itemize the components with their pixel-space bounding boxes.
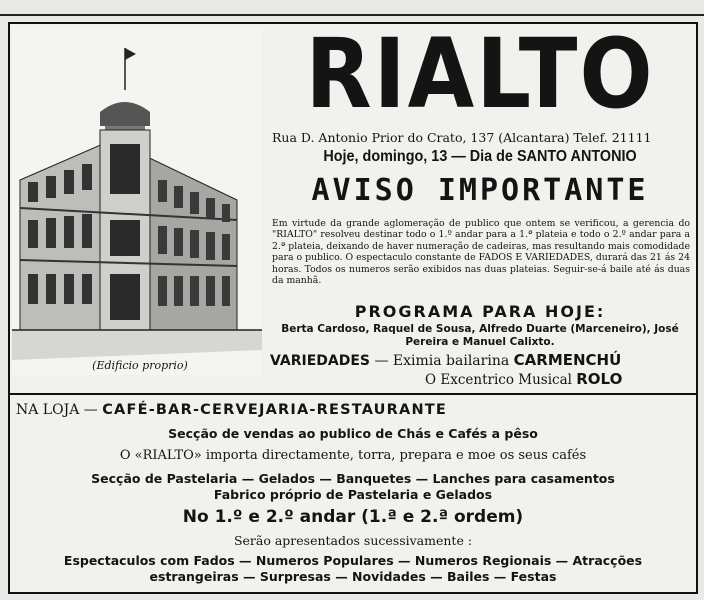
variedades-desc-2: O Excentrico Musical (425, 372, 572, 388)
variedades-line-1 (270, 351, 690, 369)
variedades-desc-1: — Eximia bailarina (374, 353, 510, 369)
floors-heading: No 1.º e 2.º andar (1.ª e 2.ª ordem) (182, 507, 524, 527)
variedades-label: VARIEDADES (270, 353, 370, 369)
section-divider (8, 393, 698, 395)
loja-prefix: NA LOJA — (16, 402, 98, 418)
variedades-line-2 (425, 370, 695, 388)
address-line: Rua D. Antonio Prior do Crato, 137 (Alcantara) Telef. 21111 (272, 130, 652, 145)
notice-text: Em virtude da grande aglomeração de publico que ontem se verificou, a gerencia do "RIALTO" resolveu destinar todo o 1.º andar para a 1.ª plateia e todo o 2.º andar para a 2.ª plateia, deixando de haver numeração de cadeiras, mas resultando mais comodidade para o publico. O espectaculo constante de FADOS E VARIEDADES, durará das 21 ás 24 horas. Todos os numeros serão exibidos nas duas plateias. Seguir-se-á baile até ás duas da manhã. (272, 218, 690, 287)
import-line: O «RIALTO» importa directamente, torra, prepara e moe os seus cafés (119, 448, 587, 463)
today-line: Hoje, domingo, 13 — Dia de SANTO ANTONIO (323, 148, 637, 165)
presented-line: Serão apresentados sucessivamente : (233, 533, 473, 548)
loja-line (16, 402, 696, 418)
photo-caption: (Edificio proprio) (92, 359, 188, 372)
artists-list: Berta Cardoso, Raquel de Sousa, Alfredo Duarte (Marceneiro), José Pereira e Manuel Calixto. (281, 323, 679, 348)
building-illustration (12, 30, 262, 375)
variedades-artist-1: CARMENCHÚ (513, 351, 622, 369)
loja-services: CAFÉ-BAR-CERVEJARIA-RESTAURANTE (102, 402, 447, 418)
top-rule (0, 14, 704, 16)
programme-heading: PROGRAMA PARA HOJE: (354, 302, 606, 321)
attractions-line-2: estrangeiras — Surpresas — Novidades — Bailes — Festas (149, 569, 557, 584)
factory-line: Fabrico próprio de Pastelaria e Gelados (213, 487, 493, 502)
sales-section-line: Secção de vendas ao publico de Chás e Cafés a pêso (168, 426, 538, 441)
pastry-line: Secção de Pastelaria — Gelados — Banquetes — Lanches para casamentos (91, 471, 615, 486)
page-title: RIALTO (305, 18, 655, 131)
notice-heading: AVISO IMPORTANTE (311, 173, 649, 208)
variedades-artist-2: ROLO (576, 370, 623, 388)
attractions-line-1: Espectaculos com Fados — Numeros Populares — Numeros Regionais — Atracções (63, 553, 643, 568)
